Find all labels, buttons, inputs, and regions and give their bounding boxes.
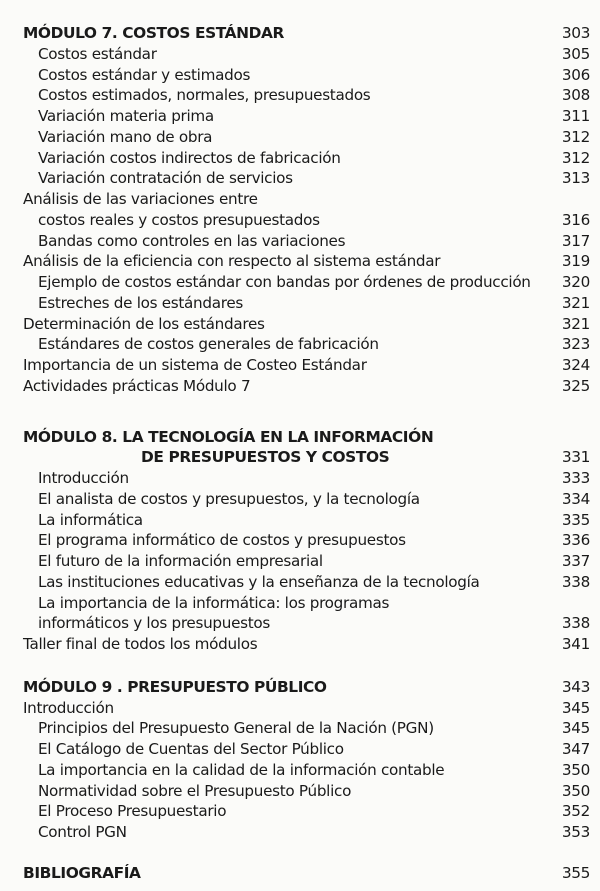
entry-page-number: 336 <box>561 531 590 550</box>
entry-title: Costos estándar <box>38 44 157 63</box>
section-module-9 <box>23 677 590 843</box>
toc-entry <box>23 551 590 572</box>
toc-entry <box>23 85 590 106</box>
toc-entry <box>23 572 590 593</box>
toc-entry <box>23 168 590 189</box>
toc-entry <box>23 613 590 634</box>
entry-title: Introducción <box>38 469 129 487</box>
toc-entry <box>23 44 590 65</box>
entry-title: Variación mano de obra <box>38 127 213 146</box>
entry-page-number: 312 <box>561 127 590 146</box>
entry-page-number: 343 <box>561 677 590 696</box>
entry-page-number: 317 <box>561 231 590 250</box>
entry-page-number: 311 <box>561 107 590 125</box>
entry-page-number: 333 <box>561 469 590 487</box>
entry-page-number: 331 <box>561 448 590 467</box>
entry-page-number: 341 <box>561 635 590 653</box>
entry-page-number: 306 <box>561 65 590 84</box>
entry-title: Estreches de los estándares <box>38 293 243 312</box>
entry-title: informáticos y los presupuestos <box>38 614 271 633</box>
entry-title: Normatividad sobre el Presupuesto Público <box>38 781 352 800</box>
entry-page-number: 303 <box>561 24 590 42</box>
entry-title: La informática <box>38 510 143 529</box>
toc-entry <box>23 148 590 169</box>
toc-entry <box>23 334 590 355</box>
entry-title: Análisis de las variaciones entre <box>23 190 258 208</box>
entry-page-number: 319 <box>561 252 590 271</box>
entry-page-number: 323 <box>561 335 590 354</box>
entry-page-number: 316 <box>561 210 590 229</box>
entry-page-number: 321 <box>561 314 590 333</box>
entry-page-number: 350 <box>561 760 590 779</box>
entry-page-number: 345 <box>561 698 590 717</box>
entry-title: El Proceso Presupuestario <box>38 802 227 821</box>
toc-entry <box>23 376 590 397</box>
entry-title: La importancia de la informática: los programas <box>38 593 390 612</box>
entry-page-number: 355 <box>561 863 590 882</box>
entry-page-number: 350 <box>561 781 590 800</box>
entry-page-number: 312 <box>561 148 590 167</box>
toc-entry <box>23 593 590 614</box>
entry-title: El programa informático de costos y presupuestos <box>38 531 406 550</box>
toc-entry <box>23 801 590 822</box>
table-of-contents <box>23 23 590 884</box>
entry-title: Ejemplo de costos estándar con bandas por órdenes de producción <box>38 273 531 291</box>
entry-title: Estándares de costos generales de fabricación <box>38 335 379 354</box>
entry-page-number: 334 <box>561 489 590 508</box>
entry-page-number: 337 <box>561 552 590 570</box>
toc-entry <box>23 127 590 148</box>
toc-heading <box>23 23 590 44</box>
toc-entry <box>23 293 590 314</box>
entry-page-number: 338 <box>561 572 590 591</box>
toc-entry <box>23 489 590 510</box>
entry-title: MÓDULO 8. LA TECNOLOGÍA EN LA INFORMACIÓN <box>23 427 434 446</box>
entry-page-number: 335 <box>561 510 590 529</box>
toc-entry <box>23 510 590 531</box>
toc-entry <box>23 468 590 489</box>
toc-entry <box>23 231 590 252</box>
toc-entry <box>23 760 590 781</box>
entry-page-number: 347 <box>561 740 590 758</box>
entry-title: Actividades prácticas Módulo 7 <box>23 376 251 395</box>
entry-page-number: 313 <box>561 169 590 188</box>
toc-entry <box>23 822 590 843</box>
entry-title: BIBLIOGRAFÍA <box>23 863 141 882</box>
entry-page-number: 320 <box>561 273 590 291</box>
entry-page-number: 353 <box>561 823 590 841</box>
entry-title: Control PGN <box>38 823 127 841</box>
entry-title: La importancia en la calidad de la información contable <box>38 760 445 779</box>
toc-entry <box>23 781 590 802</box>
entry-title: Las instituciones educativas y la enseñanza de la tecnología <box>38 572 480 591</box>
toc-entry <box>23 251 590 272</box>
entry-title: MÓDULO 9 . PRESUPUESTO PÚBLICO <box>23 677 327 696</box>
toc-entry <box>23 355 590 376</box>
entry-title: El futuro de la información empresarial <box>38 552 323 570</box>
entry-title: Costos estimados, normales, presupuestados <box>38 86 371 105</box>
toc-heading <box>23 447 590 468</box>
toc-heading <box>23 677 590 698</box>
section-bibliography <box>23 863 590 884</box>
entry-page-number: 325 <box>561 376 590 395</box>
section-module-8 <box>23 427 590 655</box>
entry-title: Taller final de todos los módulos <box>23 635 258 653</box>
entry-title: Bandas como controles en las variaciones <box>38 231 346 250</box>
entry-title: Costos estándar y estimados <box>38 65 251 84</box>
entry-title: Principios del Presupuesto General de la Nación (PGN) <box>38 719 434 738</box>
toc-entry <box>23 65 590 86</box>
toc-entry <box>23 718 590 739</box>
entry-title: Análisis de la eficiencia con respecto al sistema estándar <box>23 252 441 271</box>
entry-page-number: 338 <box>561 614 590 633</box>
toc-entry <box>23 698 590 719</box>
toc-entry <box>23 634 590 655</box>
entry-page-number: 308 <box>561 86 590 105</box>
entry-title: Importancia de un sistema de Costeo Estándar <box>23 356 367 374</box>
toc-entry <box>23 189 590 210</box>
section-module-7 <box>23 23 590 397</box>
toc-entry <box>23 530 590 551</box>
entry-page-number: 305 <box>561 44 590 63</box>
toc-entry <box>23 272 590 293</box>
entry-page-number: 345 <box>561 719 590 738</box>
toc-entry <box>23 210 590 231</box>
entry-title: Variación materia prima <box>38 107 214 125</box>
toc-heading <box>23 863 590 884</box>
entry-title: El Catálogo de Cuentas del Sector Público <box>38 740 344 758</box>
entry-page-number: 352 <box>561 802 590 821</box>
toc-heading <box>23 427 590 448</box>
toc-entry <box>23 106 590 127</box>
entry-title: Variación contratación de servicios <box>38 169 293 188</box>
entry-title: MÓDULO 7. COSTOS ESTÁNDAR <box>23 24 285 42</box>
entry-page-number: 324 <box>561 356 590 374</box>
entry-title: Variación costos indirectos de fabricación <box>38 148 341 167</box>
entry-page-number: 321 <box>561 293 590 312</box>
entry-title: El analista de costos y presupuestos, y la tecnología <box>38 489 420 508</box>
entry-title: DE PRESUPUESTOS Y COSTOS <box>141 448 390 467</box>
entry-title: Determinación de los estándares <box>23 314 265 333</box>
entry-title: Introducción <box>23 698 114 717</box>
toc-entry <box>23 314 590 335</box>
entry-title: costos reales y costos presupuestados <box>38 210 320 229</box>
toc-entry <box>23 739 590 760</box>
